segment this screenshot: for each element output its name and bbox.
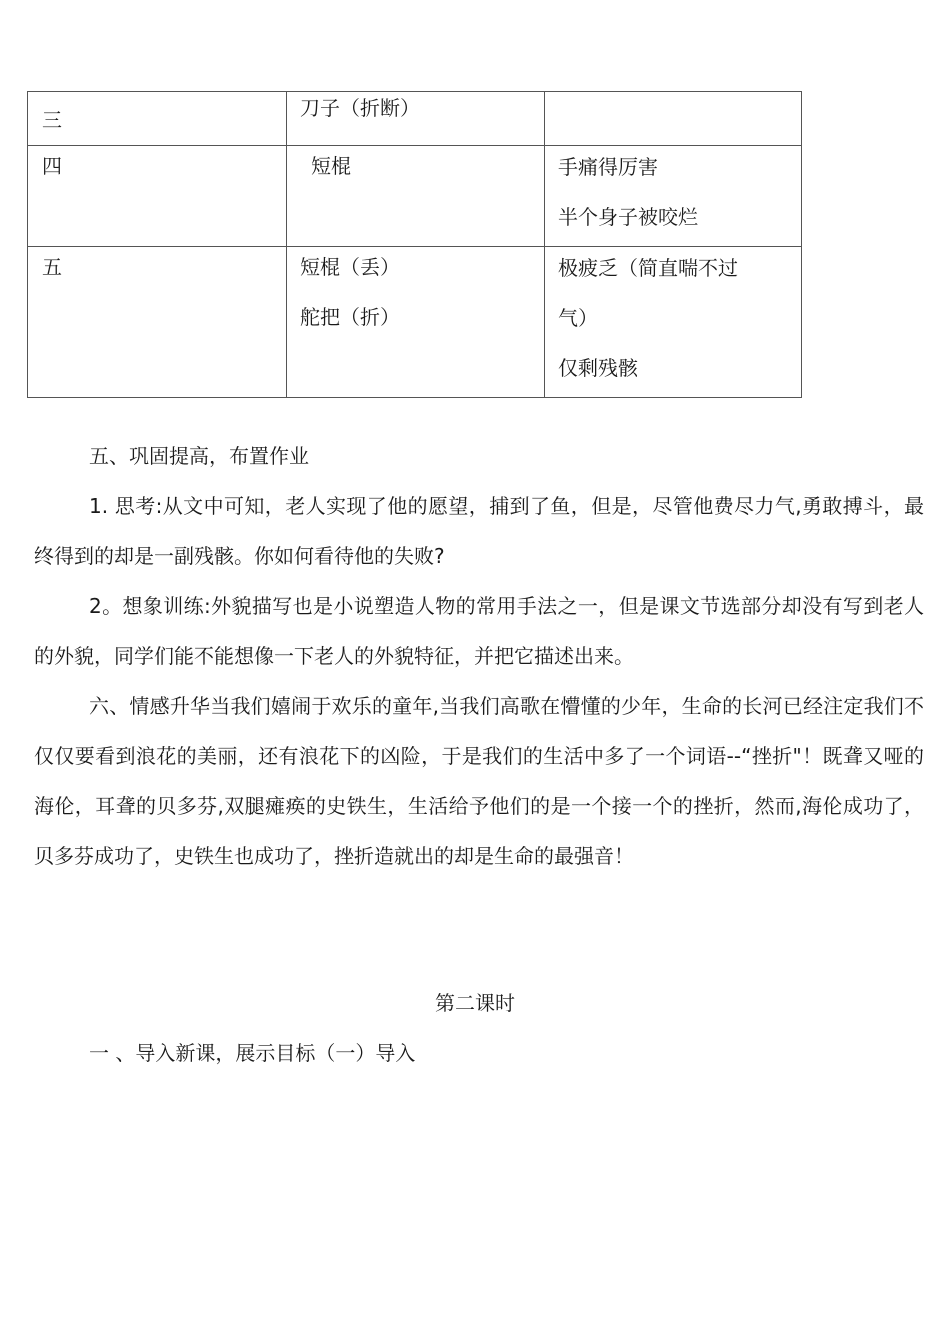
- cell-text: 手痛得厉害: [558, 155, 658, 179]
- table-cell-round: [28, 146, 287, 247]
- cell-text: 短棍: [311, 154, 351, 178]
- table-cell-state: [545, 247, 802, 398]
- cell-text: 五: [42, 255, 62, 279]
- lesson-step: 一 、导入新课，展示目标（一）导入: [89, 1041, 416, 1065]
- table-cell-round: [28, 92, 287, 146]
- cell-text: 短棍（丢）: [300, 255, 400, 279]
- paragraph-item-1: 1. 思考:从文中可知，老人实现了他的愿望，捕到了鱼，但是，尽管他费尽力气,勇敢搏斗，最终得到的却是一副残骸。你如何看待他的失败?: [34, 494, 924, 568]
- cell-text: 刀子（折断）: [300, 96, 420, 120]
- paragraph-emotion: 六、情感升华当我们嬉闹于欢乐的童年,当我们高歌在懵懂的少年，生命的长河已经注定我们不仅仅要看到浪花的美丽，还有浪花下的凶险，于是我们的生活中多了一个词语--“挫折"！既聋又哑的海伦，耳聋的贝多芬,双腿瘫痪的史铁生，生活给予他们的是一个接一个的挫折，然而,海伦成功了，贝多芬成功了，史铁生也成功了，挫折造就出的却是生命的最强音！: [34, 694, 924, 868]
- table-cell-state: [545, 146, 802, 247]
- table-cell-state: [545, 92, 802, 146]
- cell-text: 半个身子被咬烂: [558, 205, 698, 229]
- table-cell-weapon: [287, 146, 545, 247]
- paragraph-item-2: 2。想象训练:外貌描写也是小说塑造人物的常用手法之一，但是课文节选部分却没有写到老人的外貌，同学们能不能想像一下老人的外貌特征，并把它描述出来。: [34, 594, 924, 668]
- cell-text: 气）: [558, 306, 598, 330]
- plot-summary-table: [27, 91, 802, 398]
- lesson-title: 第二课时: [435, 991, 515, 1015]
- cell-text: 四: [42, 154, 62, 178]
- table-row: [28, 146, 802, 247]
- cell-text: 舵把（折）: [300, 305, 400, 329]
- cell-text: 三: [42, 108, 62, 132]
- section-heading: 五、巩固提高，布置作业: [89, 444, 309, 468]
- cell-text: 仅剩残骸: [558, 356, 638, 380]
- table-cell-weapon: [287, 92, 545, 146]
- table-cell-weapon: [287, 247, 545, 398]
- table-row: [28, 92, 802, 146]
- table-cell-round: [28, 247, 287, 398]
- table-row: [28, 247, 802, 398]
- cell-text: 极疲乏（简直喘不过: [558, 256, 738, 280]
